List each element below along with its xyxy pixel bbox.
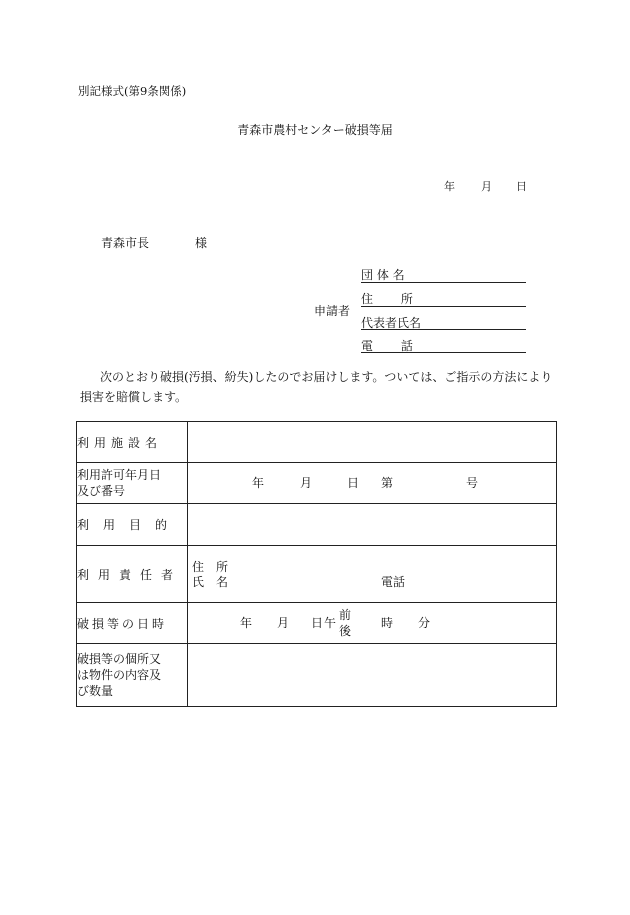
permit-go-label: 号 — [466, 476, 479, 490]
applicant-label: 申請者 — [314, 304, 351, 318]
permit-date-number-value[interactable] — [188, 463, 557, 504]
applicant-phone-line — [361, 352, 526, 353]
recipient-name: 青森市長 — [101, 236, 150, 250]
body-text — [80, 367, 560, 407]
table-row-facility — [77, 422, 557, 463]
damage-datetime-label: 破損等の日時 — [77, 603, 188, 644]
applicant-address-label: 住 所 — [361, 292, 413, 306]
damage-details-label: 破損等の個所又 は物件の内容及 び数量 — [77, 644, 188, 707]
purpose-value[interactable] — [188, 504, 557, 546]
recipient-honorific: 様 — [195, 236, 208, 250]
date-day-label: 日 — [516, 180, 527, 193]
date-year-label: 年 — [444, 180, 455, 193]
table-row-details — [77, 644, 557, 707]
responsible-person-value[interactable] — [188, 546, 557, 603]
damage-year-label: 年 — [240, 616, 253, 630]
applicant-representative-line — [361, 329, 526, 330]
damage-pm-label: 午 — [324, 616, 337, 630]
permit-month-label: 月 — [300, 476, 313, 490]
applicant-group-name-label: 団 体 名 — [361, 268, 405, 282]
damage-day-label: 日 — [311, 616, 324, 630]
damage-datetime-value[interactable] — [188, 603, 557, 644]
damage-after-label: 後 — [339, 624, 352, 638]
damage-month-label: 月 — [277, 616, 290, 630]
damage-hour-label: 時 — [381, 616, 394, 630]
permit-dai-label: 第 — [381, 476, 394, 490]
date-month-label: 月 — [481, 180, 492, 193]
responsible-name-label: 氏 名 — [192, 575, 229, 589]
responsible-phone-label: 電話 — [381, 575, 406, 589]
applicant-address-line — [361, 306, 526, 307]
applicant-representative-label: 代表者氏名 — [361, 316, 422, 330]
body-text-content: 次のとおり破損(汚損、紛失)したのでお届けします。ついては、ご指示の方法により損害を賠償します。 — [80, 370, 553, 404]
responsible-address-label: 住 所 — [192, 560, 229, 574]
document-title: 青森市農村センター破損等届 — [237, 123, 393, 137]
damage-before-label: 前 — [339, 608, 352, 622]
responsible-person-label: 利用責任者 — [77, 546, 188, 603]
facility-name-value[interactable] — [188, 422, 557, 463]
permit-date-number-label: 利用許可年月日 及び番号 — [77, 463, 188, 504]
permit-year-label: 年 — [252, 476, 265, 490]
table-row-permit — [77, 463, 557, 504]
applicant-phone-label: 電 話 — [361, 339, 413, 353]
damage-report-table — [76, 421, 557, 707]
table-row-purpose — [77, 504, 557, 546]
form-number-label: 別記様式(第9条関係) — [78, 84, 187, 98]
facility-name-label: 利用施設名 — [77, 422, 188, 463]
applicant-group-name-line — [361, 282, 526, 283]
table-row-datetime — [77, 603, 557, 644]
table-row-responsible — [77, 546, 557, 603]
purpose-label: 利用目的 — [77, 504, 188, 546]
damage-details-value[interactable] — [188, 644, 557, 707]
damage-minute-label: 分 — [418, 616, 431, 630]
permit-day-label: 日 — [347, 476, 360, 490]
